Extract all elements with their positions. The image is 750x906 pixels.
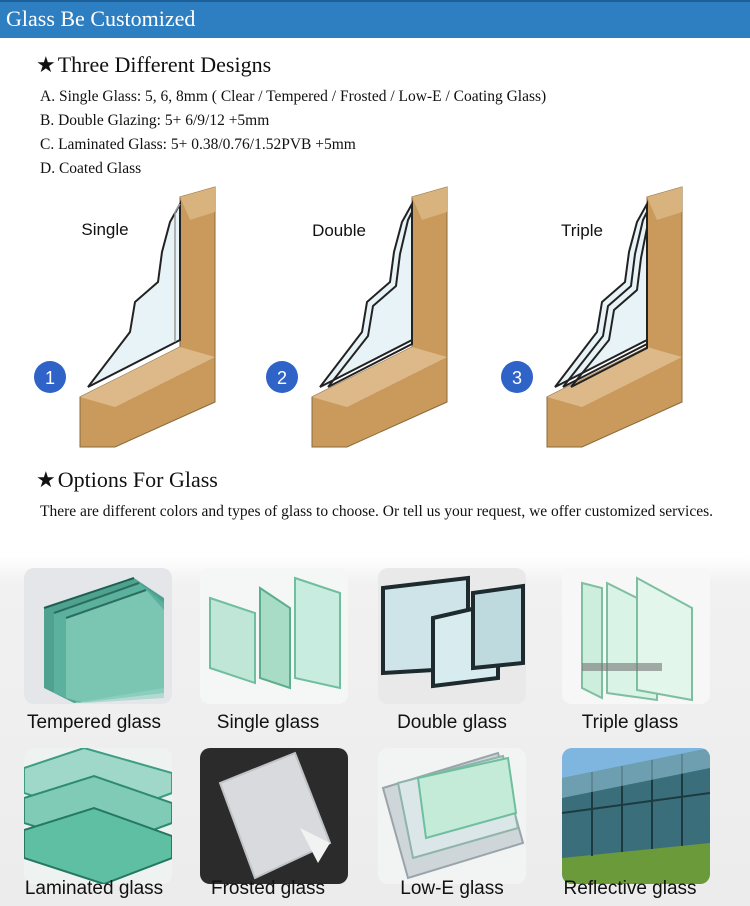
star-icon: ★	[36, 467, 56, 492]
options-description: There are different colors and types of glass to choose. Or tell us your request, we offer customized services.	[40, 503, 714, 520]
laminated-glass-caption: Laminated glass	[24, 878, 164, 899]
design-line-c: C. Laminated Glass: 5+ 0.38/0.76/1.52PVB +5mm	[40, 136, 356, 153]
frosted-glass-caption: Frosted glass	[210, 878, 326, 899]
star-icon: ★	[36, 52, 56, 77]
badge-number-1: 1	[44, 368, 56, 388]
single-window-diagram	[30, 182, 220, 452]
design-line-a: A. Single Glass: 5, 6, 8mm ( Clear / Tempered / Frosted / Low-E / Coating Glass)	[40, 88, 547, 105]
reflective-glass-caption: Reflective glass	[563, 878, 697, 899]
single-label: Single	[81, 220, 129, 239]
badge-number-3: 3	[511, 368, 523, 388]
laminated-glass-photo	[24, 748, 172, 884]
low-e-glass-photo	[378, 748, 526, 884]
triple-glass-caption: Triple glass	[581, 712, 679, 733]
triple-glass-photo	[562, 568, 710, 704]
double-label: Double	[312, 221, 366, 240]
frosted-glass-photo	[200, 748, 348, 884]
badge-number-2: 2	[276, 368, 288, 388]
double-glass-caption: Double glass	[397, 712, 507, 733]
tempered-glass-photo	[24, 568, 172, 704]
single-glass-photo	[200, 568, 348, 704]
options-heading: ★Options For Glass	[36, 467, 218, 492]
double-glass-photo	[378, 568, 526, 704]
double-window-diagram	[262, 182, 452, 452]
tempered-glass-caption: Tempered glass	[26, 712, 162, 733]
design-line-b: B. Double Glazing: 5+ 6/9/12 +5mm	[40, 112, 270, 129]
single-glass-caption: Single glass	[216, 712, 320, 733]
design-line-d: D. Coated Glass	[40, 160, 142, 177]
reflective-glass-photo	[562, 748, 710, 884]
glass-gallery	[0, 556, 750, 906]
triple-window-diagram	[497, 182, 687, 452]
page-title: Glass Be Customized	[6, 6, 196, 31]
low-e-glass-caption: Low-E glass	[400, 878, 504, 899]
designs-heading: ★Three Different Designs	[36, 52, 272, 77]
header-bar	[0, 0, 750, 38]
triple-label: Triple	[561, 221, 603, 240]
